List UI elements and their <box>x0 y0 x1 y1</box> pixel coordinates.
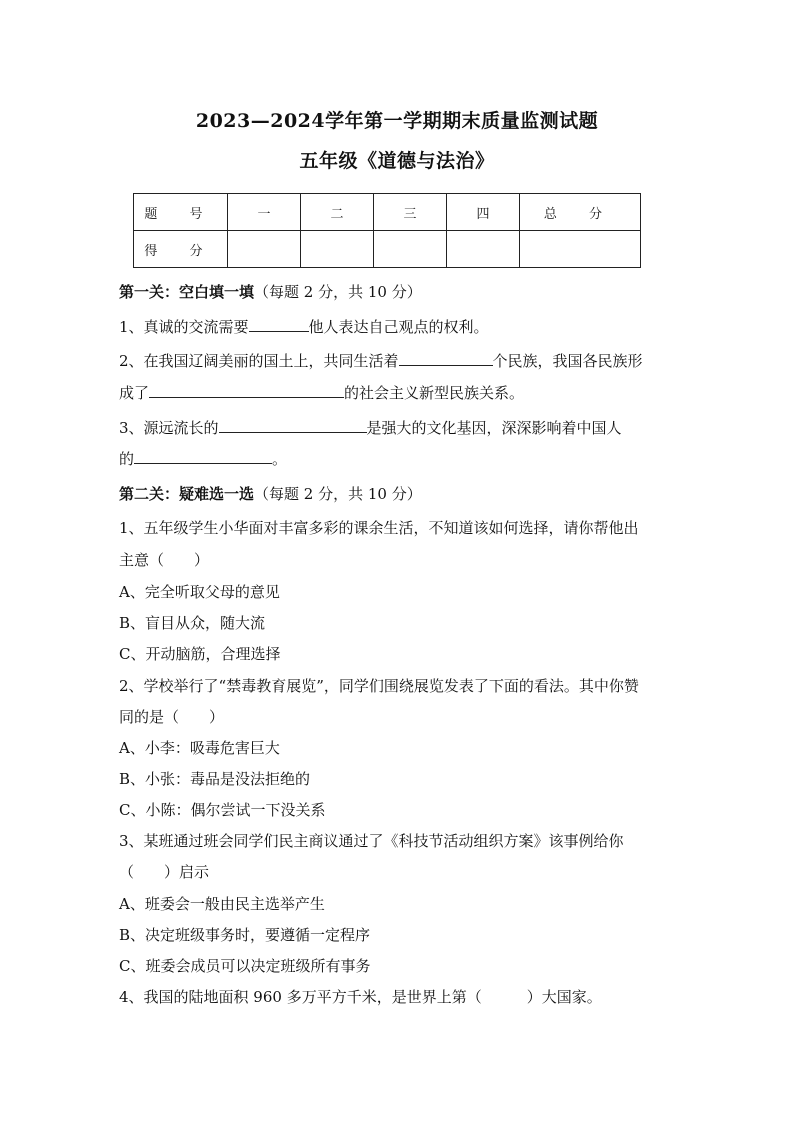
s2-q3-line1: 3、某班通过班会同学们民主商议通过了《科技节活动组织方案》该事例给你 <box>119 832 624 850</box>
score-cell <box>374 231 447 268</box>
section2-note: （每题 2 分，共 10 分） <box>254 485 422 503</box>
s2-q2-line2: 同的是（ ） <box>119 708 225 726</box>
s1-q2-text-d: 的社会主义新型民族关系。 <box>344 384 525 402</box>
s1-q2-text-a: 2、在我国辽阔美丽的国土上，共同生活着 <box>119 352 399 370</box>
answer-blank <box>134 448 272 464</box>
score-cell <box>447 231 520 268</box>
score-table-header-row <box>134 194 641 231</box>
s1-q1-text-a: 1、真诚的交流需要 <box>119 318 249 336</box>
s1-q1 <box>119 316 489 337</box>
score-cell <box>301 231 374 268</box>
score-cell <box>520 231 641 268</box>
s2-q1-line1: 1、五年级学生小华面对丰富多彩的课余生活，不知道该如何选择，请你帮他出 <box>119 519 639 537</box>
answer-blank <box>399 350 493 366</box>
s1-q2-line2 <box>119 382 524 403</box>
section1-note: （每题 2 分，共 10 分） <box>254 283 422 301</box>
section1-heading <box>119 282 422 302</box>
exam-subtitle: 五年级《道德与法治》 <box>299 150 495 172</box>
s2-q2-option-b: B、小张：毒品是没法拒绝的 <box>119 770 311 788</box>
score-header-cell: 二 <box>301 194 374 231</box>
answer-blank <box>249 316 309 332</box>
score-row-label: 得 分 <box>134 231 228 268</box>
s2-q3-option-a: A、班委会一般由民主选举产生 <box>119 895 325 913</box>
answer-blank <box>219 417 367 433</box>
score-table-score-row <box>134 231 641 268</box>
s2-q2-line1: 2、学校举行了“禁毒教育展览”，同学们围绕展览发表了下面的看法。其中你赞 <box>119 677 639 695</box>
s1-q2-text-b: 个民族，我国各民族形 <box>492 352 643 370</box>
s1-q3-text-c: 的 <box>119 450 135 468</box>
s2-q1-option-c: C、开动脑筋，合理选择 <box>119 645 281 663</box>
score-header-cell: 三 <box>374 194 447 231</box>
s2-q3-option-c: C、班委会成员可以决定班级所有事务 <box>119 957 371 975</box>
s1-q3-text-b: 是强大的文化基因，深深影响着中国人 <box>366 419 622 437</box>
s1-q3-line2 <box>119 448 287 469</box>
s2-q3-option-b: B、决定班级事务时，要遵循一定程序 <box>119 926 371 944</box>
s2-q1-line2: 主意（ ） <box>119 551 210 569</box>
s2-q1-option-a: A、完全听取父母的意见 <box>119 583 280 601</box>
s1-q3-line1 <box>119 417 622 438</box>
s1-q1-text-b: 他人表达自己观点的权利。 <box>308 318 489 336</box>
score-header-cell: 总 分 <box>520 194 641 231</box>
s1-q2-text-c: 成了 <box>119 384 150 402</box>
section2-title: 第二关：疑难选一选 <box>119 485 255 503</box>
score-header-cell: 题 号 <box>134 194 228 231</box>
s2-q2-option-c: C、小陈：偶尔尝试一下没关系 <box>119 801 326 819</box>
s1-q2-line1 <box>119 350 643 371</box>
section2-heading <box>119 484 422 504</box>
score-header-cell: 一 <box>228 194 301 231</box>
section1-title: 第一关：空白填一填 <box>119 283 255 301</box>
score-cell <box>228 231 301 268</box>
score-header-cell: 四 <box>447 194 520 231</box>
exam-title: 2023—2024学年第一学期期末质量监测试题 <box>195 110 599 132</box>
s2-q2-option-a: A、小李：吸毒危害巨大 <box>119 739 280 757</box>
s2-q3-line2: （ ）启示 <box>119 863 210 881</box>
answer-blank <box>149 382 344 398</box>
s1-q3-text-d: 。 <box>272 450 288 468</box>
s1-q3-text-a: 3、源远流长的 <box>119 419 219 437</box>
s2-q4-line1: 4、我国的陆地面积 960 多万平方千米，是世界上第（ ）大国家。 <box>119 988 602 1006</box>
s2-q1-option-b: B、盲目从众，随大流 <box>119 614 266 632</box>
score-table <box>133 193 641 268</box>
